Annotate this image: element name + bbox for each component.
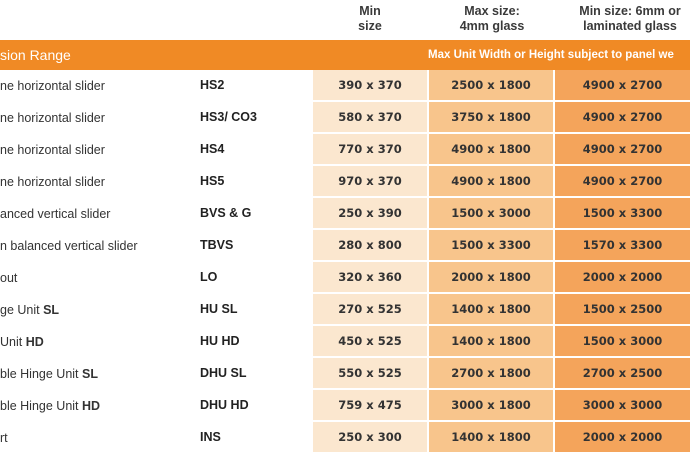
table-row [0,262,690,294]
min-size-cell: 280 x 800 [313,230,427,260]
product-description-text: ble Hinge Unit [0,399,82,413]
max-size-4mm-cell: 3000 x 1800 [429,390,553,420]
product-description-text: Unit [0,335,26,349]
header-min-6mm [570,4,690,34]
header-min-size [330,4,410,34]
product-description [0,143,105,157]
product-code: BVS & G [200,206,252,220]
min-size-6mm-cell: 2700 x 2500 [555,358,690,388]
table-row [0,134,690,166]
header-min6-line1: Min size: 6mm or [579,4,681,18]
min-size-6mm-cell: 2000 x 2000 [555,262,690,292]
product-code: HS2 [200,78,225,92]
product-description-text: ge Unit [0,303,44,317]
min-size-6mm-cell: 4900 x 2700 [555,166,690,196]
product-description [0,431,8,445]
min-size-cell: 770 x 370 [313,134,427,164]
banner-note: Max Unit Width or Height subject to panel we [428,49,674,61]
max-size-4mm-cell: 2500 x 1800 [429,70,553,100]
min-size-6mm-cell: 1500 x 3000 [555,326,690,356]
column-header [0,0,690,40]
max-size-4mm-cell: 4900 x 1800 [429,134,553,164]
product-description [0,303,59,317]
min-size-cell: 320 x 360 [313,262,427,292]
product-code: HU SL [200,302,238,316]
product-description [0,207,110,221]
product-description-text: n balanced vertical slider [0,239,138,253]
min-size-6mm-cell: 4900 x 2700 [555,134,690,164]
max-size-4mm-cell: 1400 x 1800 [429,326,553,356]
product-code: INS [200,430,221,444]
table-row [0,326,690,358]
table-row [0,230,690,262]
product-code: DHU SL [200,366,247,380]
min-size-cell: 450 x 525 [313,326,427,356]
table-row [0,358,690,390]
product-description-variant: SL [43,303,60,317]
min-size-cell: 970 x 370 [313,166,427,196]
product-description-text: ne horizontal slider [0,143,105,157]
product-code: DHU HD [200,398,249,412]
product-description [0,79,105,93]
min-size-6mm-cell: 1500 x 2500 [555,294,690,324]
min-size-6mm-cell: 2000 x 2000 [555,422,690,452]
product-description-text: rt [0,431,8,445]
table-row [0,102,690,134]
table-row [0,422,690,454]
min-size-6mm-cell: 3000 x 3000 [555,390,690,420]
min-size-cell: 550 x 525 [313,358,427,388]
product-code: HU HD [200,334,240,348]
range-banner [0,40,690,70]
range-title: sion Range [0,47,71,63]
min-size-cell: 270 x 525 [313,294,427,324]
header-min6-line2: laminated glass [583,19,677,33]
product-description-text: ble Hinge Unit [0,367,82,381]
product-code: HS3/ CO3 [200,110,257,124]
product-description-text: ne horizontal slider [0,175,105,189]
product-description [0,111,105,125]
min-size-6mm-cell: 4900 x 2700 [555,102,690,132]
header-min-line1: Min [359,4,381,18]
max-size-4mm-cell: 4900 x 1800 [429,166,553,196]
product-code: HS5 [200,174,225,188]
max-size-4mm-cell: 1400 x 1800 [429,422,553,452]
product-description [0,367,98,381]
table-row [0,198,690,230]
min-size-6mm-cell: 1570 x 3300 [555,230,690,260]
header-max-4mm [440,4,544,34]
product-description [0,399,100,413]
min-size-cell: 759 x 475 [313,390,427,420]
product-description [0,175,105,189]
max-size-4mm-cell: 2700 x 1800 [429,358,553,388]
min-size-cell: 250 x 390 [313,198,427,228]
header-max4-line1: Max size: [464,4,520,18]
product-description-text: anced vertical slider [0,207,111,221]
min-size-cell: 390 x 370 [313,70,427,100]
min-size-cell: 580 x 370 [313,102,427,132]
header-max4-line2: 4mm glass [459,19,525,33]
max-size-4mm-cell: 1500 x 3000 [429,198,553,228]
table-row [0,294,690,326]
max-size-4mm-cell: 2000 x 1800 [429,262,553,292]
product-description-text: ne horizontal slider [0,79,105,93]
max-size-4mm-cell: 1500 x 3300 [429,230,553,260]
min-size-cell: 250 x 300 [313,422,427,452]
product-description [0,239,138,253]
product-description [0,335,44,349]
product-description-text: out [0,271,18,285]
min-size-6mm-cell: 1500 x 3300 [555,198,690,228]
product-code: HS4 [200,142,225,156]
max-size-4mm-cell: 1400 x 1800 [429,294,553,324]
product-code: TBVS [200,238,234,252]
min-size-6mm-cell: 4900 x 2700 [555,70,690,100]
product-description-variant: HD [25,335,44,349]
product-description-variant: HD [82,399,101,413]
table-row [0,70,690,102]
product-description-variant: SL [82,367,98,381]
product-description [0,271,17,285]
product-description-text: ne horizontal slider [0,111,105,125]
max-size-4mm-cell: 3750 x 1800 [429,102,553,132]
header-min-line2: size [358,19,382,33]
product-code: LO [200,270,218,284]
table-row [0,166,690,198]
table-row [0,390,690,422]
